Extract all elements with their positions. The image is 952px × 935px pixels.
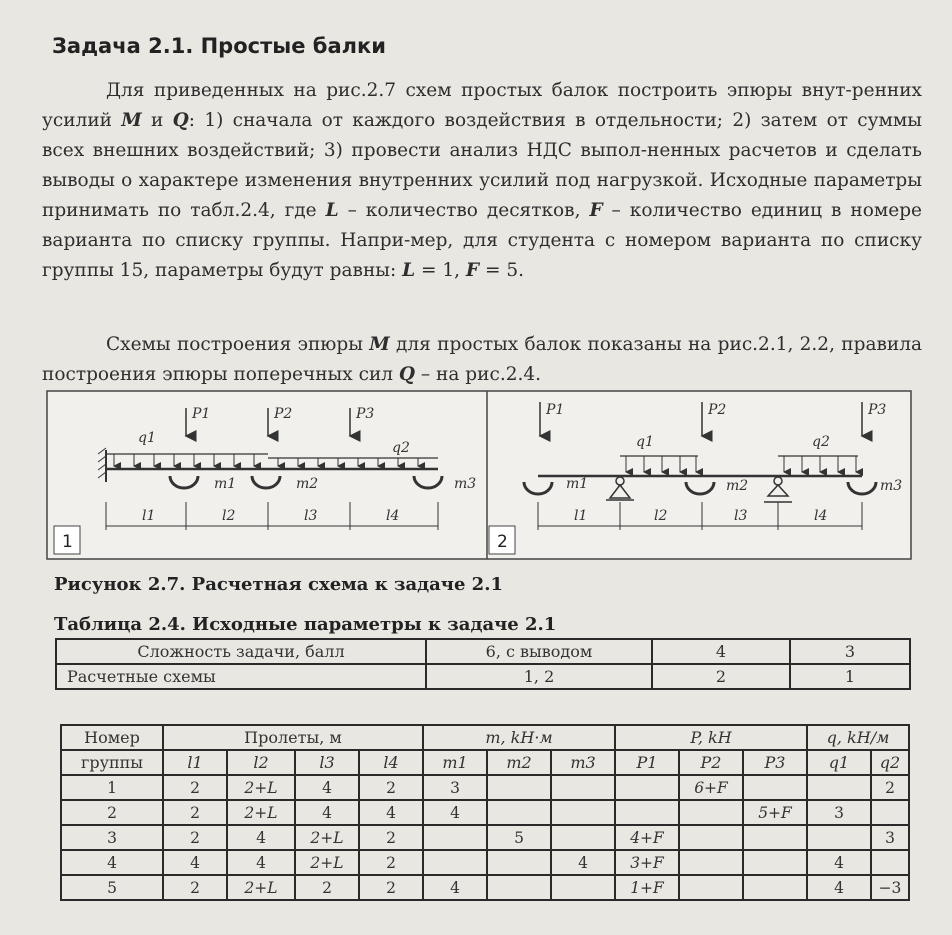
table-cell: 1, 2 [426,664,652,689]
scheme-1-m1-label: m1 [214,476,237,492]
table-row [61,775,909,800]
table-cell [615,800,679,825]
table-cell [487,800,551,825]
table-cell: 2 [295,875,359,900]
beam-schemes-figure [46,390,912,560]
scheme-1-P3-label: P3 [356,406,375,422]
table-cell [807,775,871,800]
table-cell [551,825,615,850]
scheme-1-l2-label: l2 [222,508,236,524]
table-caption: Таблица 2.4. Исходные параметры к задаче 2.1 [54,614,557,635]
table-cell: 3 [61,825,163,850]
table-cell: 2 [871,775,909,800]
scheme-1-q1-label: q1 [138,430,156,446]
table-cell: 2 [652,664,790,689]
scheme-2-l2-label: l2 [654,508,668,524]
header-cell: группы [61,750,163,775]
table-cell: 4 [652,639,790,664]
scheme-2-q1-label: q1 [636,434,654,450]
table-cell: 4 [227,825,295,850]
problem-heading: Задача 2.1. Простые балки [52,34,386,58]
scheme-1-l3-label: l3 [304,508,318,524]
table-cell: 1 [790,664,910,689]
complexity-table [55,638,911,690]
table-cell [807,825,871,850]
scheme-1-m3-label: m3 [454,476,477,492]
table-cell: 4 [423,875,487,900]
scheme-2-l4-label: l4 [814,508,828,524]
scheme-1-number: 1 [62,532,73,552]
header-cell: Номер [61,725,163,750]
scheme-1-l1-label: l1 [142,508,156,524]
header-cell: P1 [615,750,679,775]
scheme-1-P2-label: P2 [274,406,293,422]
header-cell: m3 [551,750,615,775]
table-cell: 4 [807,850,871,875]
scheme-1-l4-label: l4 [386,508,400,524]
table-cell: 4 [423,800,487,825]
scheme-2-m2-label: m2 [726,478,749,494]
table-row [61,800,909,825]
problem-statement: Для приведенных на рис.2.7 схем простых балок построить эпюры внут-ренних усилий M и Q: 1) сначала от каждого воздействия в отдельности; 2) затем от суммы всех внешних воздействий; 3) провести анализ НДС выпол-ненных расчетов и сделать выводы о характере изменения внутренних усилий под нагрузкой. Исходные параметры принимать по табл.2.4, где L – количество десятков, F – количество единиц в номере варианта по списку группы. Напри-мер, для студента с номером варианта по списку группы 15, параметры будут равны: L = 1, F = 5. [42,80,922,281]
table-row [61,825,909,850]
header-cell: l4 [359,750,423,775]
table-cell [423,825,487,850]
table-cell [743,825,807,850]
table-cell: 4 [163,850,227,875]
table-cell: 2+L [227,875,295,900]
table-row [56,664,910,689]
table-header-row [61,725,909,750]
table-cell: Расчетные схемы [56,664,426,689]
table-header-row [61,750,909,775]
table-cell: 2+L [295,850,359,875]
table-cell [487,850,551,875]
table-cell: 4 [227,850,295,875]
header-cell: m2 [487,750,551,775]
table-cell [423,850,487,875]
table-cell [871,800,909,825]
header-cell: Пролеты, м [163,725,423,750]
scheme-2-number: 2 [497,532,508,552]
table-cell [551,775,615,800]
table-cell [871,850,909,875]
scheme-2-P3-label: P3 [868,402,887,418]
table-cell: 4 [295,775,359,800]
header-cell: m1 [423,750,487,775]
scheme-2-m3-label: m3 [880,478,903,494]
scheme-1-m2-label: m2 [296,476,319,492]
table-cell: 4 [807,875,871,900]
table-cell: 2+L [227,800,295,825]
header-cell: q2 [871,750,909,775]
table-cell: 2 [359,850,423,875]
table-cell: 2 [359,775,423,800]
header-cell: l2 [227,750,295,775]
scheme-note: Схемы построения эпюры M для простых балок показаны на рис.2.1, 2.2, правила построения эпюры поперечных сил Q – на рис.2.4. [42,334,922,385]
table-cell: 3 [423,775,487,800]
figure-caption: Рисунок 2.7. Расчетная схема к задаче 2.1 [54,574,503,595]
table-cell: 3 [871,825,909,850]
table-cell: Сложность задачи, балл [56,639,426,664]
table-cell: −3 [871,875,909,900]
table-cell: 2 [163,875,227,900]
table-cell: 5+F [743,800,807,825]
table-cell [679,825,743,850]
table-cell [679,800,743,825]
table-cell: 2 [163,800,227,825]
table-cell: 1 [61,775,163,800]
table-cell: 3 [790,639,910,664]
table-cell [743,850,807,875]
table-cell: 1+F [615,875,679,900]
scheme-1-P1-label: P1 [192,406,211,422]
scheme-2-q2-label: q2 [812,434,830,450]
table-cell: 4 [359,800,423,825]
table-cell: 4 [61,850,163,875]
table-cell [615,775,679,800]
table-cell: 4 [295,800,359,825]
table-cell: 2 [163,825,227,850]
table-row [61,875,909,900]
header-cell: P2 [679,750,743,775]
table-cell [743,775,807,800]
table-cell: 5 [61,875,163,900]
table-cell: 2 [359,875,423,900]
scheme-2-l1-label: l1 [574,508,588,524]
table-cell: 6+F [679,775,743,800]
scheme-2-m1-label: m1 [566,476,589,492]
table-cell: 2+L [227,775,295,800]
table-cell: 2 [61,800,163,825]
scheme-2-l3-label: l3 [734,508,748,524]
table-row [56,639,910,664]
table-cell: 2 [163,775,227,800]
table-cell [551,875,615,900]
scheme-1-q2-label: q2 [392,440,410,456]
table-cell: 3+F [615,850,679,875]
table-cell [743,875,807,900]
scheme-2-P1-label: P1 [546,402,565,418]
table-cell: 4 [551,850,615,875]
header-cell: P, kH [615,725,807,750]
table-row [61,850,909,875]
table-cell [551,800,615,825]
table-cell [487,875,551,900]
table-cell: 4+F [615,825,679,850]
table-cell [679,875,743,900]
header-cell: m, kH·м [423,725,615,750]
header-cell: P3 [743,750,807,775]
table-cell: 3 [807,800,871,825]
table-cell [679,850,743,875]
table-cell: 2 [359,825,423,850]
table-cell: 2+L [295,825,359,850]
table-cell [487,775,551,800]
parameters-table [60,724,910,901]
scheme-2-P2-label: P2 [708,402,727,418]
header-cell: l3 [295,750,359,775]
header-cell: l1 [163,750,227,775]
table-cell: 5 [487,825,551,850]
header-cell: q, kH/м [807,725,909,750]
header-cell: q1 [807,750,871,775]
table-cell: 6, с выводом [426,639,652,664]
